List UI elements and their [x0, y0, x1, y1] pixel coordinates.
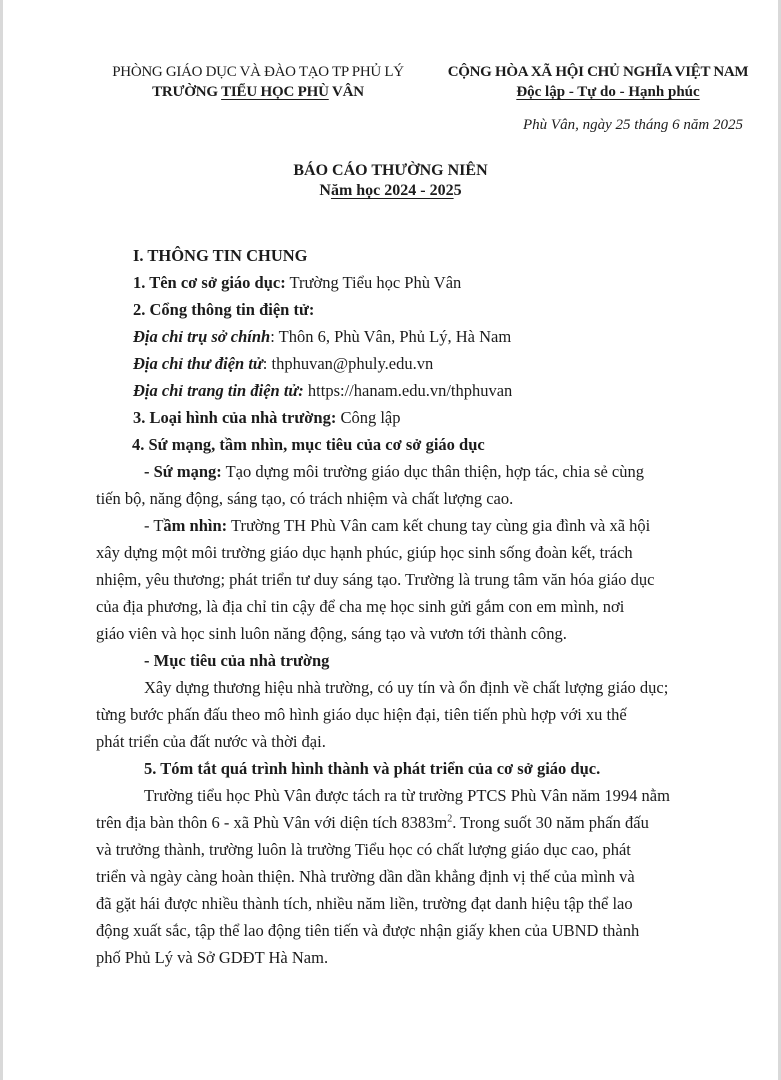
history-line-5: đã gặt hái được nhiều thành tích, nhiều năm liền, trường đạt danh hiệu tập thể lao [96, 894, 633, 913]
title-main: BÁO CÁO THƯỜNG NIÊN [293, 162, 488, 179]
title-sub-underlined: ăm học 2024 - 202 [330, 182, 454, 199]
website-line [133, 380, 512, 402]
vision-line-5: giáo viên và học sinh luôn năng động, sáng tạo và vươn tới thành công. [96, 624, 567, 643]
vision-label-pre: - T [144, 516, 164, 535]
section-heading-text: I. THÔNG TIN CHUNG [133, 246, 308, 265]
goal-label: - Mục tiêu của nhà trường [144, 651, 330, 670]
dateline: Phù Vân, ngày 25 tháng 6 năm 2025 [523, 117, 743, 133]
item-4 [132, 434, 485, 456]
history-text-2a: trên địa bàn thôn 6 - xã Phù Vân với diện tích 8383m [96, 813, 448, 832]
history-line-6: động xuất sắc, tập thể lao động tiên tiến và được nhận giấy khen của UBND thành [96, 921, 640, 940]
history-line-7: phố Phủ Lý và Sở GDĐT Hà Nam. [96, 948, 329, 967]
item-1-label: 1. Tên cơ sở giáo dục: [133, 273, 286, 292]
item-3 [133, 407, 401, 429]
item-1-value: Trường Tiểu học Phù Vân [285, 273, 462, 292]
vision-label: ầm nhìn: [163, 516, 228, 535]
history-line-3: và trưởng thành, trường luôn là trường Tiểu học có chất lượng giáo dục cao, phát [96, 840, 631, 859]
item-4-label: 4. Sứ mạng, tầm nhìn, mục tiêu của cơ sở giáo dục [132, 435, 485, 454]
item-5-label: 5. Tóm tắt quá trình hình thành và phát triển của cơ sở giáo dục. [144, 759, 601, 778]
area-superscript: 2 [447, 813, 453, 825]
title-school-year [0, 181, 781, 201]
address-line [133, 326, 511, 348]
section-heading [133, 245, 308, 267]
item-2-label: 2. Cổng thông tin điện tử: [133, 300, 315, 319]
email-value: : thphuvan@phuly.edu.vn [262, 354, 434, 373]
goal-line-3: phát triển của đất nước và thời đại. [96, 732, 326, 751]
goal-line-2: từng bước phấn đấu theo mô hình giáo dục hiện đại, tiên tiến phù hợp với xu thế [96, 705, 627, 724]
website-value: https://hanam.edu.vn/thphuvan [303, 381, 513, 400]
title-sub-pre: N [319, 182, 331, 199]
vision-line-3: nhiệm, yêu thương; phát triển tư duy sáng tạo. Trường là trung tâm văn hóa giáo dục [96, 570, 655, 589]
issuing-organization [88, 62, 428, 102]
email-label: Địa chỉ thư điện tử [133, 354, 263, 373]
title-sub-post: 5 [453, 182, 462, 199]
national-motto [428, 62, 768, 102]
item-1 [133, 272, 461, 294]
email-line [133, 353, 433, 375]
mission-label: - Sứ mạng: [144, 462, 222, 481]
mission-line-1 [144, 461, 644, 483]
website-label: Địa chỉ trang tin điện tử: [133, 381, 304, 400]
department-name: PHÒNG GIÁO DỤC VÀ ĐÀO TẠO TP PHỦ LÝ [112, 64, 404, 80]
goal-line-1: Xây dựng thương hiệu nhà trường, có uy tín và ổn định về chất lượng giáo dục; [144, 678, 669, 697]
history-line-2 [96, 812, 649, 834]
vision-line-2: xây dựng một môi trường giáo dục hạnh phúc, giúp học sinh sống đoàn kết, trách [96, 543, 633, 562]
report-title [0, 161, 781, 201]
address-label: Địa chỉ trụ sở chính [133, 327, 271, 346]
mission-text-1: Tạo dựng môi trường giáo dục thân thiện, hợp tác, chia sẻ cùng [221, 462, 644, 481]
school-name-suffix: VÂN [328, 84, 364, 100]
address-value: : Thôn 6, Phù Vân, Phủ Lý, Hà Nam [270, 327, 512, 346]
item-3-label: 3. Loại hình của nhà trường: [133, 408, 337, 427]
item-2 [133, 299, 314, 321]
history-line-4: triển và ngày càng hoàn thiện. Nhà trường dần dần khẳng định vị thế của mình và [96, 867, 635, 886]
vision-text-1: Trường TH Phù Vân cam kết chung tay cùng gia đình và xã hội [227, 516, 651, 535]
vision-line-1 [144, 515, 650, 537]
item-5 [144, 758, 600, 780]
country-name: CỘNG HÒA XÃ HỘI CHỦ NGHĨA VIỆT NAM [447, 64, 749, 80]
history-line-1: Trường tiểu học Phù Vân được tách ra từ trường PTCS Phù Vân năm 1994 nằm [144, 786, 670, 805]
history-text-2b: . Trong suốt 30 năm phấn đấu [452, 813, 649, 832]
goal-heading [144, 650, 329, 672]
school-name [88, 82, 428, 102]
item-3-value: Công lập [336, 408, 401, 427]
school-name-prefix: TRƯỜNG [152, 84, 222, 100]
school-name-underlined: TIỂU HỌC PHÙ [221, 84, 329, 100]
mission-line-2: tiến bộ, năng động, sáng tạo, có trách nhiệm và chất lượng cao. [96, 489, 514, 508]
motto: Độc lập - Tự do - Hạnh phúc [516, 84, 700, 100]
vision-line-4: của địa phương, là địa chỉ tin cậy để cha mẹ học sinh gửi gắm con em mình, nơi [96, 597, 625, 616]
